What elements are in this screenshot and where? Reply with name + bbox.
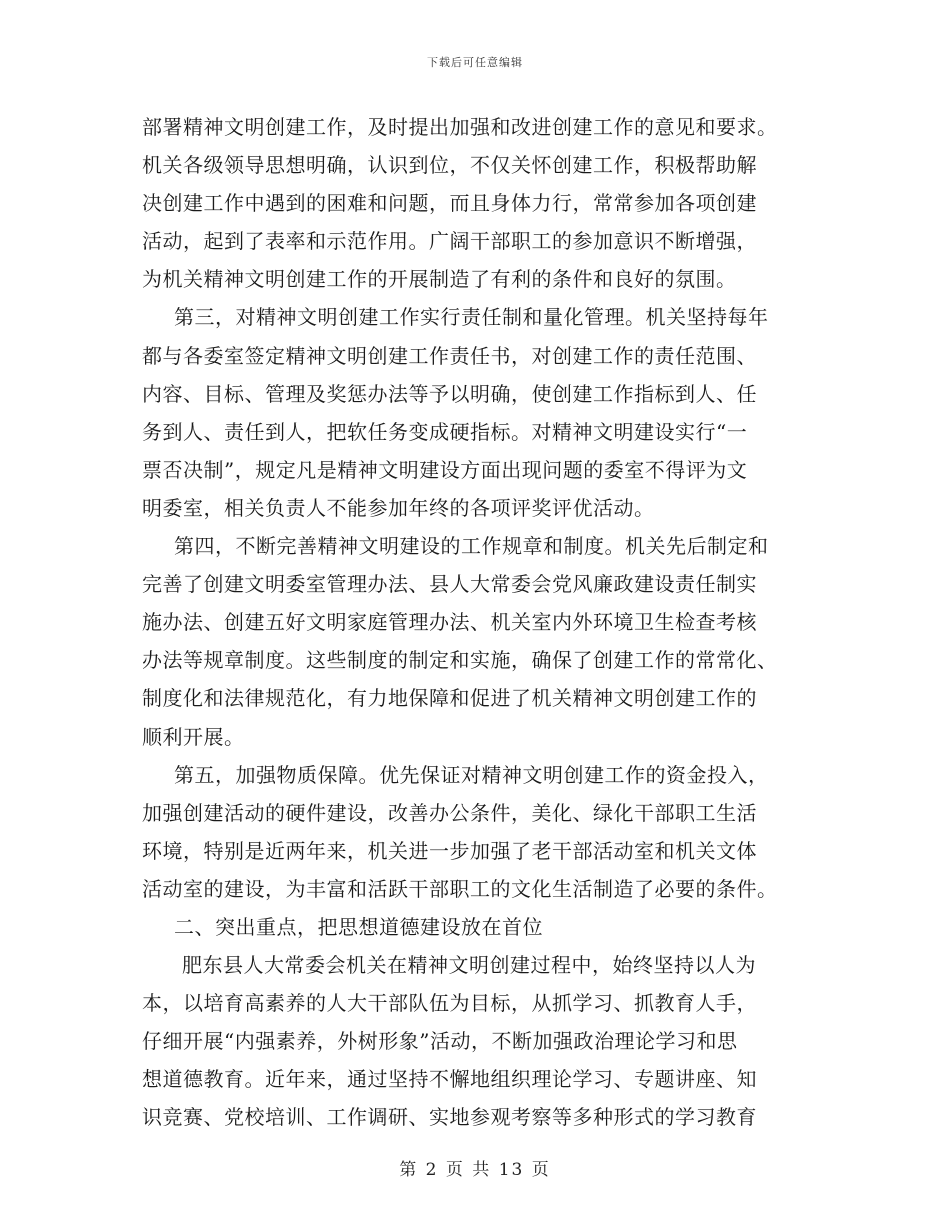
- text-line: 为机关精神文明创建工作的开展制造了有利的条件和良好的氛围。: [142, 267, 737, 292]
- text-line: 活动，起到了表率和示范作用。广阔干部职工的参加意识不断增强，: [142, 229, 757, 254]
- paragraph-start-line: 肥东县人大常委会机关在精神文明创建过程中，始终坚持以人为: [182, 953, 756, 978]
- section-heading: 二、突出重点，把思想道德建设放在首位: [174, 914, 543, 939]
- text-line: 票否决制”，规定凡是精神文明建设方面出现问题的委室不得评为文: [142, 457, 748, 482]
- text-line: 决创建工作中遇到的困难和问题，而且身体力行，常常参加各项创建: [142, 191, 757, 216]
- text-line: 环境，特别是近两年来，机关进一步加强了老干部活动室和机关文体: [142, 838, 757, 863]
- page-footer: 第 2 页 共 13 页: [399, 1160, 551, 1180]
- text-line: 都与各委室签定精神文明创建工作责任书，对创建工作的责任范围、: [142, 343, 757, 368]
- text-line: 仔细开展“内强素养，外树形象”活动，不断加强政治理论学习和思: [142, 1029, 738, 1054]
- text-line: 本，以培育高素养的人大干部队伍为目标，从抓学习、抓教育人手，: [142, 991, 757, 1016]
- text-line: 务到人、责任到人，把软任务变成硬指标。对精神文明建设实行“一: [142, 419, 748, 444]
- paragraph-start-line: 第三，对精神文明创建工作实行责任制和量化管理。机关坚持每年: [174, 305, 769, 330]
- paragraph-start-line: 第四，不断完善精神文明建设的工作规章和制度。机关先后制定和: [174, 534, 769, 559]
- text-line: 明委室，相关负责人不能参加年终的各项评奖评优活动。: [142, 495, 655, 520]
- text-line: 想道德教育。近年来，通过坚持不懈地组织理论学习、专题讲座、知: [142, 1067, 757, 1092]
- text-line: 加强创建活动的硬件建设，改善办公条件，美化、绿化干部职工生活: [142, 800, 757, 825]
- page-header: 下载后可任意编辑: [427, 56, 523, 69]
- body-text: [142, 108, 810, 1137]
- text-line: 识竞赛、党校培训、工作调研、实地参观考察等多种形式的学习教育: [142, 1105, 757, 1130]
- text-line: 办法等规章制度。这些制度的制定和实施，确保了创建工作的常常化、: [142, 648, 778, 673]
- text-line: 活动室的建设，为丰富和活跃干部职工的文化生活制造了必要的条件。: [142, 876, 778, 901]
- text-line: 施办法、创建五好文明家庭管理办法、机关室内外环境卫生检查考核: [142, 610, 757, 635]
- text-line: 内容、目标、管理及奖惩办法等予以明确，使创建工作指标到人、任: [142, 381, 757, 406]
- text-line: 制度化和法律规范化，有力地保障和促进了机关精神文明创建工作的: [142, 686, 757, 711]
- text-line: 完善了创建文明委室管理办法、县人大常委会党风廉政建设责任制实: [142, 572, 757, 597]
- text-line: 机关各级领导思想明确，认识到位，不仅关怀创建工作，积极帮助解: [142, 153, 757, 178]
- text-line: 部署精神文明创建工作，及时提出加强和改进创建工作的意见和要求。: [142, 115, 778, 139]
- paragraph-start-line: 第五，加强物质保障。优先保证对精神文明创建工作的资金投入，: [174, 762, 769, 787]
- text-line: 顺利开展。: [142, 724, 245, 749]
